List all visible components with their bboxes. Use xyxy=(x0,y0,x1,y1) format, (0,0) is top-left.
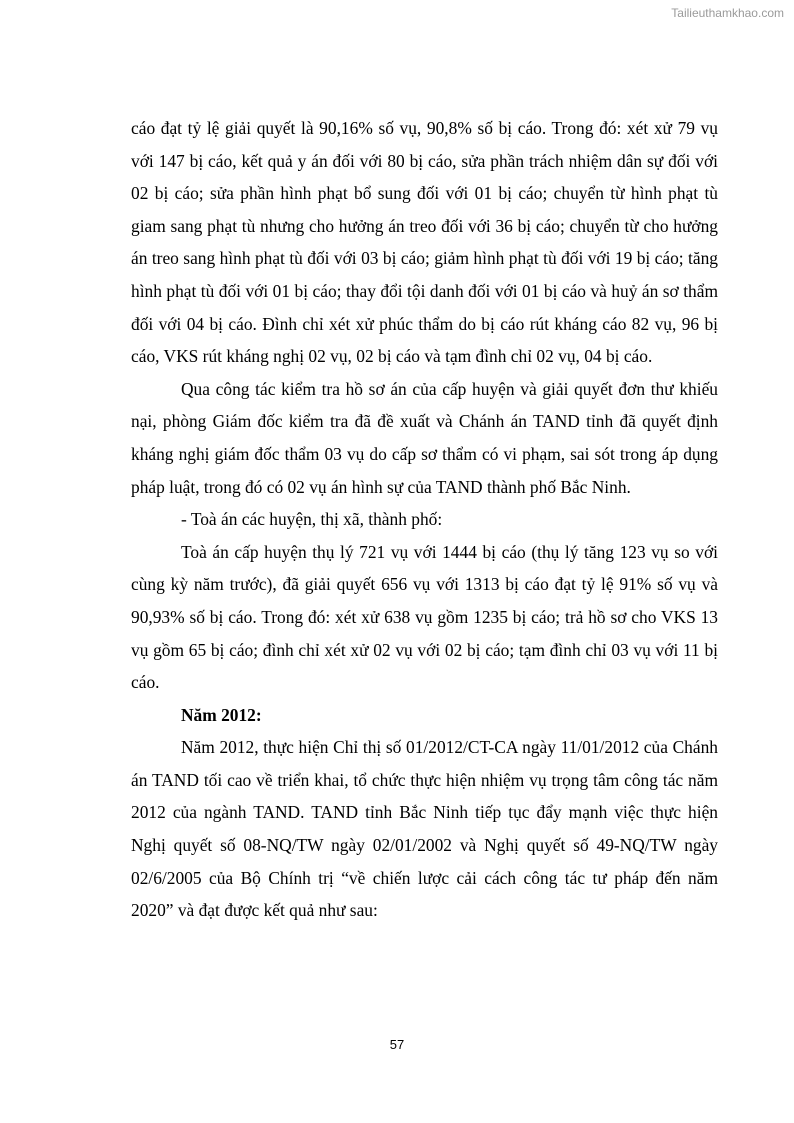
watermark: Tailieuthamkhao.com xyxy=(671,6,784,20)
section-heading-2012: Năm 2012: xyxy=(181,704,262,725)
page-number: 57 xyxy=(389,1037,405,1052)
paragraph-supervisory-review: Qua công tác kiểm tra hồ sơ án của cấp huyện và giải quyết đơn thư khiếu nại, phòng Giám đốc kiểm tra đã đề xuất và Chánh án TAND tỉnh đã quyết định kháng nghị giám đốc thẩm 03 vụ do cấp sơ thẩm có vi phạm, sai sót trong áp dụng pháp luật, trong đó có 02 vụ án hình sự của TAND thành phố Bắc Ninh. xyxy=(131,378,718,497)
document-body xyxy=(131,112,718,927)
paragraph-appeal-results: cáo đạt tỷ lệ giải quyết là 90,16% số vụ, 90,8% số bị cáo. Trong đó: xét xử 79 vụ với 147 bị cáo, kết quả y án đối với 80 bị cáo, sửa phần trách nhiệm dân sự đối với 02 bị cáo; sửa phần hình phạt bổ sung đối với 01 bị cáo; chuyển từ hình phạt tù giam sang phạt tù nhưng cho hưởng án treo đối với 36 bị cáo; chuyển từ cho hưởng án treo sang hình phạt tù đối với 03 bị cáo; giảm hình phạt tù đối với 19 bị cáo; tăng hình phạt tù đối với 01 bị cáo; thay đổi tội danh đối với 01 bị cáo và huỷ án sơ thẩm đối với 04 bị cáo. Đình chỉ xét xử phúc thẩm do bị cáo rút kháng cáo 82 vụ, 96 bị cáo, VKS rút kháng nghị 02 vụ, 02 bị cáo và tạm đình chỉ 02 vụ, 04 bị cáo. xyxy=(131,118,718,367)
paragraph-district-courts-heading: - Toà án các huyện, thị xã, thành phố: xyxy=(181,509,443,530)
paragraph-2012-directive: Năm 2012, thực hiện Chỉ thị số 01/2012/CT-CA ngày 11/01/2012 của Chánh án TAND tối cao về triển khai, tổ chức thực hiện nhiệm vụ trọng tâm công tác năm 2012 của ngành TAND. TAND tỉnh Bắc Ninh tiếp tục đẩy mạnh việc thực hiện Nghị quyết số 08-NQ/TW ngày 02/01/2002 và Nghị quyết số 49-NQ/TW ngày 02/6/2005 của Bộ Chính trị “về chiến lược cải cách công tác tư pháp đến năm 2020” và đạt được kết quả như sau: xyxy=(131,737,718,921)
paragraph-district-courts-results: Toà án cấp huyện thụ lý 721 vụ với 1444 bị cáo (thụ lý tăng 123 vụ so với cùng kỳ năm trước), đã giải quyết 656 vụ với 1313 bị cáo đạt tỷ lệ 91% số vụ và 90,93% số bị cáo. Trong đó: xét xử 638 vụ gồm 1235 bị cáo; trả hồ sơ cho VKS 13 vụ gồm 65 bị cáo; đình chỉ xét xử 02 vụ với 02 bị cáo; tạm đình chỉ 03 vụ với 11 bị cáo. xyxy=(131,541,718,693)
